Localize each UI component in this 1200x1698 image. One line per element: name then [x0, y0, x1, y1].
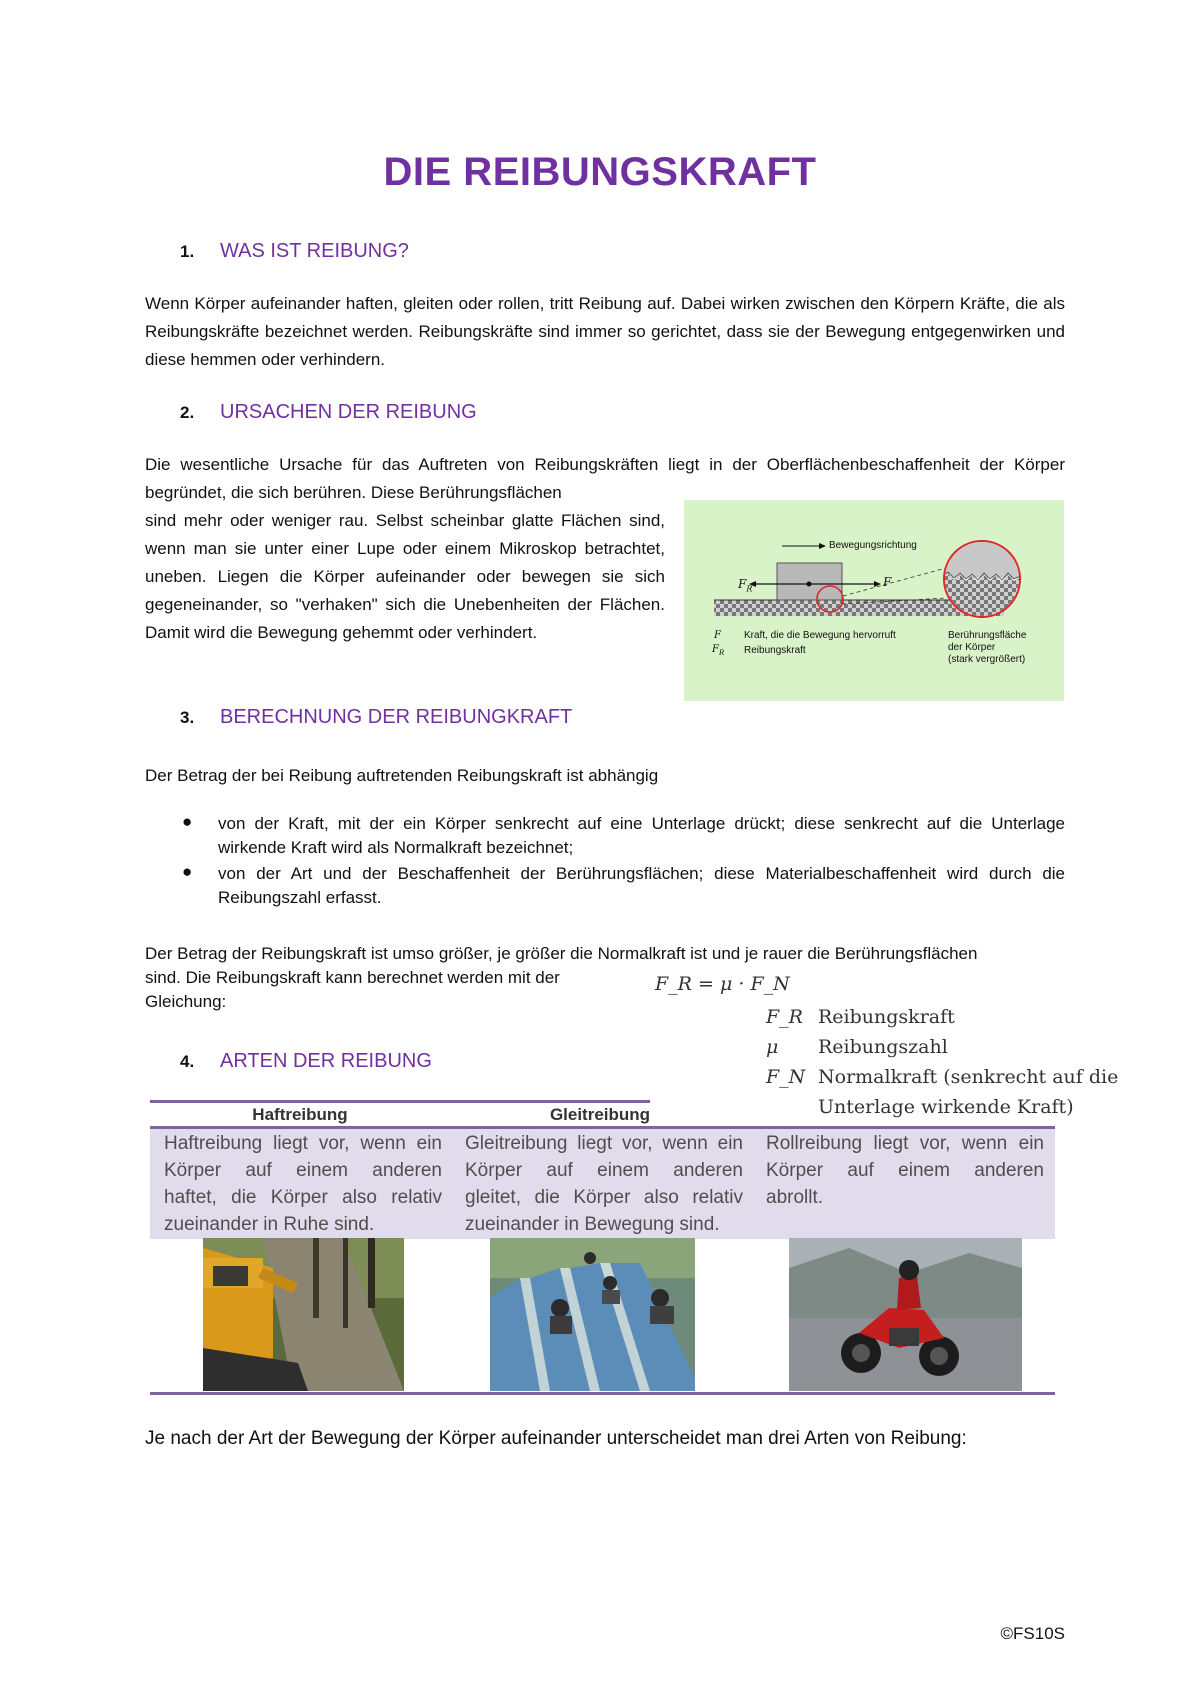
section-title: URSACHEN DER REIBUNG [220, 401, 477, 423]
formula-legend-4: Unterlage wirkende Kraft) [818, 1096, 1074, 1118]
section-title: ARTEN DER REIBUNG [220, 1050, 432, 1072]
sliding-block [777, 563, 842, 600]
footer-copyright: ©FS10S [1000, 1624, 1065, 1643]
type-text-rollreibung: Rollreibung liegt vor, wenn ein Körper auf einem anderen abrollt. [766, 1133, 1044, 1208]
section-2-paragraph-top: Die wesentliche Ursache für das Auftreten von Reibungskräften liegt in der Oberflächenbeschaffenheit der Körper begründet, die sich berühren. Diese Berührungsflächen [145, 455, 1065, 502]
section-1-paragraph: Wenn Körper aufeinander haften, gleiten oder rollen, tritt Reibung auf. Dabei wirken zwischen den Körpern Kräfte, die als Reibungskräfte bezeichnet werden. Reibungskräfte sind immer so gerichtet, dass sie der Bewegung entgegenwirken und diese hemmen oder verhindern. [145, 294, 1065, 369]
legend-fr-symbol: $F_R$ [712, 644, 725, 657]
legend-fr-label: Reibungskraft [744, 645, 806, 656]
section-number: 1. [180, 242, 195, 261]
page-title: DIE REIBUNGSKRAFT [383, 150, 817, 194]
section-3-conclusion-1: Der Betrag der Reibungskraft ist umso größer, je größer die Normalkraft ist und je rauer die Berührungsflächen [145, 944, 978, 963]
formula-legend-2: μ Reibungszahl [766, 1036, 948, 1058]
column-heading-gleitreibung: Gleitreibung [549, 1105, 651, 1124]
table-top-line [150, 1100, 650, 1103]
force-symbol: F [883, 575, 892, 589]
contact-label: Berührungsfläche der Körper (stark vergrößert) [948, 630, 1027, 665]
direction-label: Bewegungsrichtung [829, 540, 917, 551]
closing-paragraph: Je nach der Art der Bewegung der Körper aufeinander unterscheidet man drei Arten von Reibung: [145, 1428, 967, 1449]
table-bottom-line [150, 1392, 1055, 1395]
friction-diagram [684, 500, 1064, 701]
type-text-gleitreibung: Gleitreibung liegt vor, wenn ein Körper auf einem anderen gleitet, die Körper also relativ zueinander in Bewegung sind. [465, 1133, 743, 1235]
formula-legend-3: F_N Normalkraft (senkrecht auf die [766, 1066, 1119, 1088]
section-2-paragraph-rest: sind mehr oder weniger rau. Selbst scheinbar glatte Flächen sind, wenn man sie unter einer Lupe oder einem Mikroskop betrachtet, uneben. Liegen die Körper aufeinander oder bewegen sie sich gegeneinander, so "verhaken" sich die Unebenheiten der Flächen. Damit wird die Bewegung gehemmt oder verhindert. [145, 511, 665, 642]
friction-force-symbol: $F_R$ [738, 577, 753, 594]
section-3-intro: Der Betrag der bei Reibung auftretenden Reibungskraft ist abhängig [145, 766, 659, 785]
section-title: WAS IST REIBUNG? [220, 240, 409, 262]
section-3-conclusion-3: Gleichung: [145, 992, 227, 1011]
section-number: 2. [180, 403, 195, 422]
bullet-item-2: von der Art und der Beschaffenheit der Berührungsflächen; diese Materialbeschaffenheit wird durch die Reibungszahl erfasst. [218, 864, 1065, 907]
excavator-photo [203, 1238, 404, 1391]
section-heading-2 [180, 401, 477, 424]
friction-diagram-svg [684, 500, 1064, 701]
section-number: 3. [180, 708, 195, 727]
slide-photo [490, 1238, 695, 1391]
section-heading-4 [180, 1050, 432, 1073]
motorcycle-photo [789, 1238, 1022, 1391]
legend-f-label: Kraft, die die Bewegung hervorruft [744, 630, 896, 641]
section-3-conclusion-2: sind. Die Reibungskraft kann berechnet werden mit der [145, 968, 560, 987]
legend-f-symbol: F [714, 630, 721, 641]
bullet-marker: ● [182, 862, 193, 881]
section-number: 4. [180, 1052, 195, 1071]
column-heading-haftreibung: Haftreibung [252, 1105, 348, 1124]
formula-legend-1: F_R Reibungskraft [766, 1006, 955, 1028]
section-title: BERECHNUNG DER REIBUNGKRAFT [220, 706, 573, 728]
bullet-marker: ● [182, 812, 193, 831]
section-heading-1 [180, 240, 409, 263]
type-text-haftreibung: Haftreibung liegt vor, wenn ein Körper auf einem anderen haftet, die Körper also relativ zueinander in Ruhe sind. [164, 1133, 442, 1235]
section-heading-3 [180, 706, 572, 729]
friction-formula: F_R = μ · F_N [655, 973, 790, 995]
bullet-item-1: von der Kraft, mit der ein Körper senkrecht auf eine Unterlage drückt; diese senkrecht auf die Unterlage wirkende Kraft wird als Normalkraft bezeichnet; [218, 814, 1065, 857]
